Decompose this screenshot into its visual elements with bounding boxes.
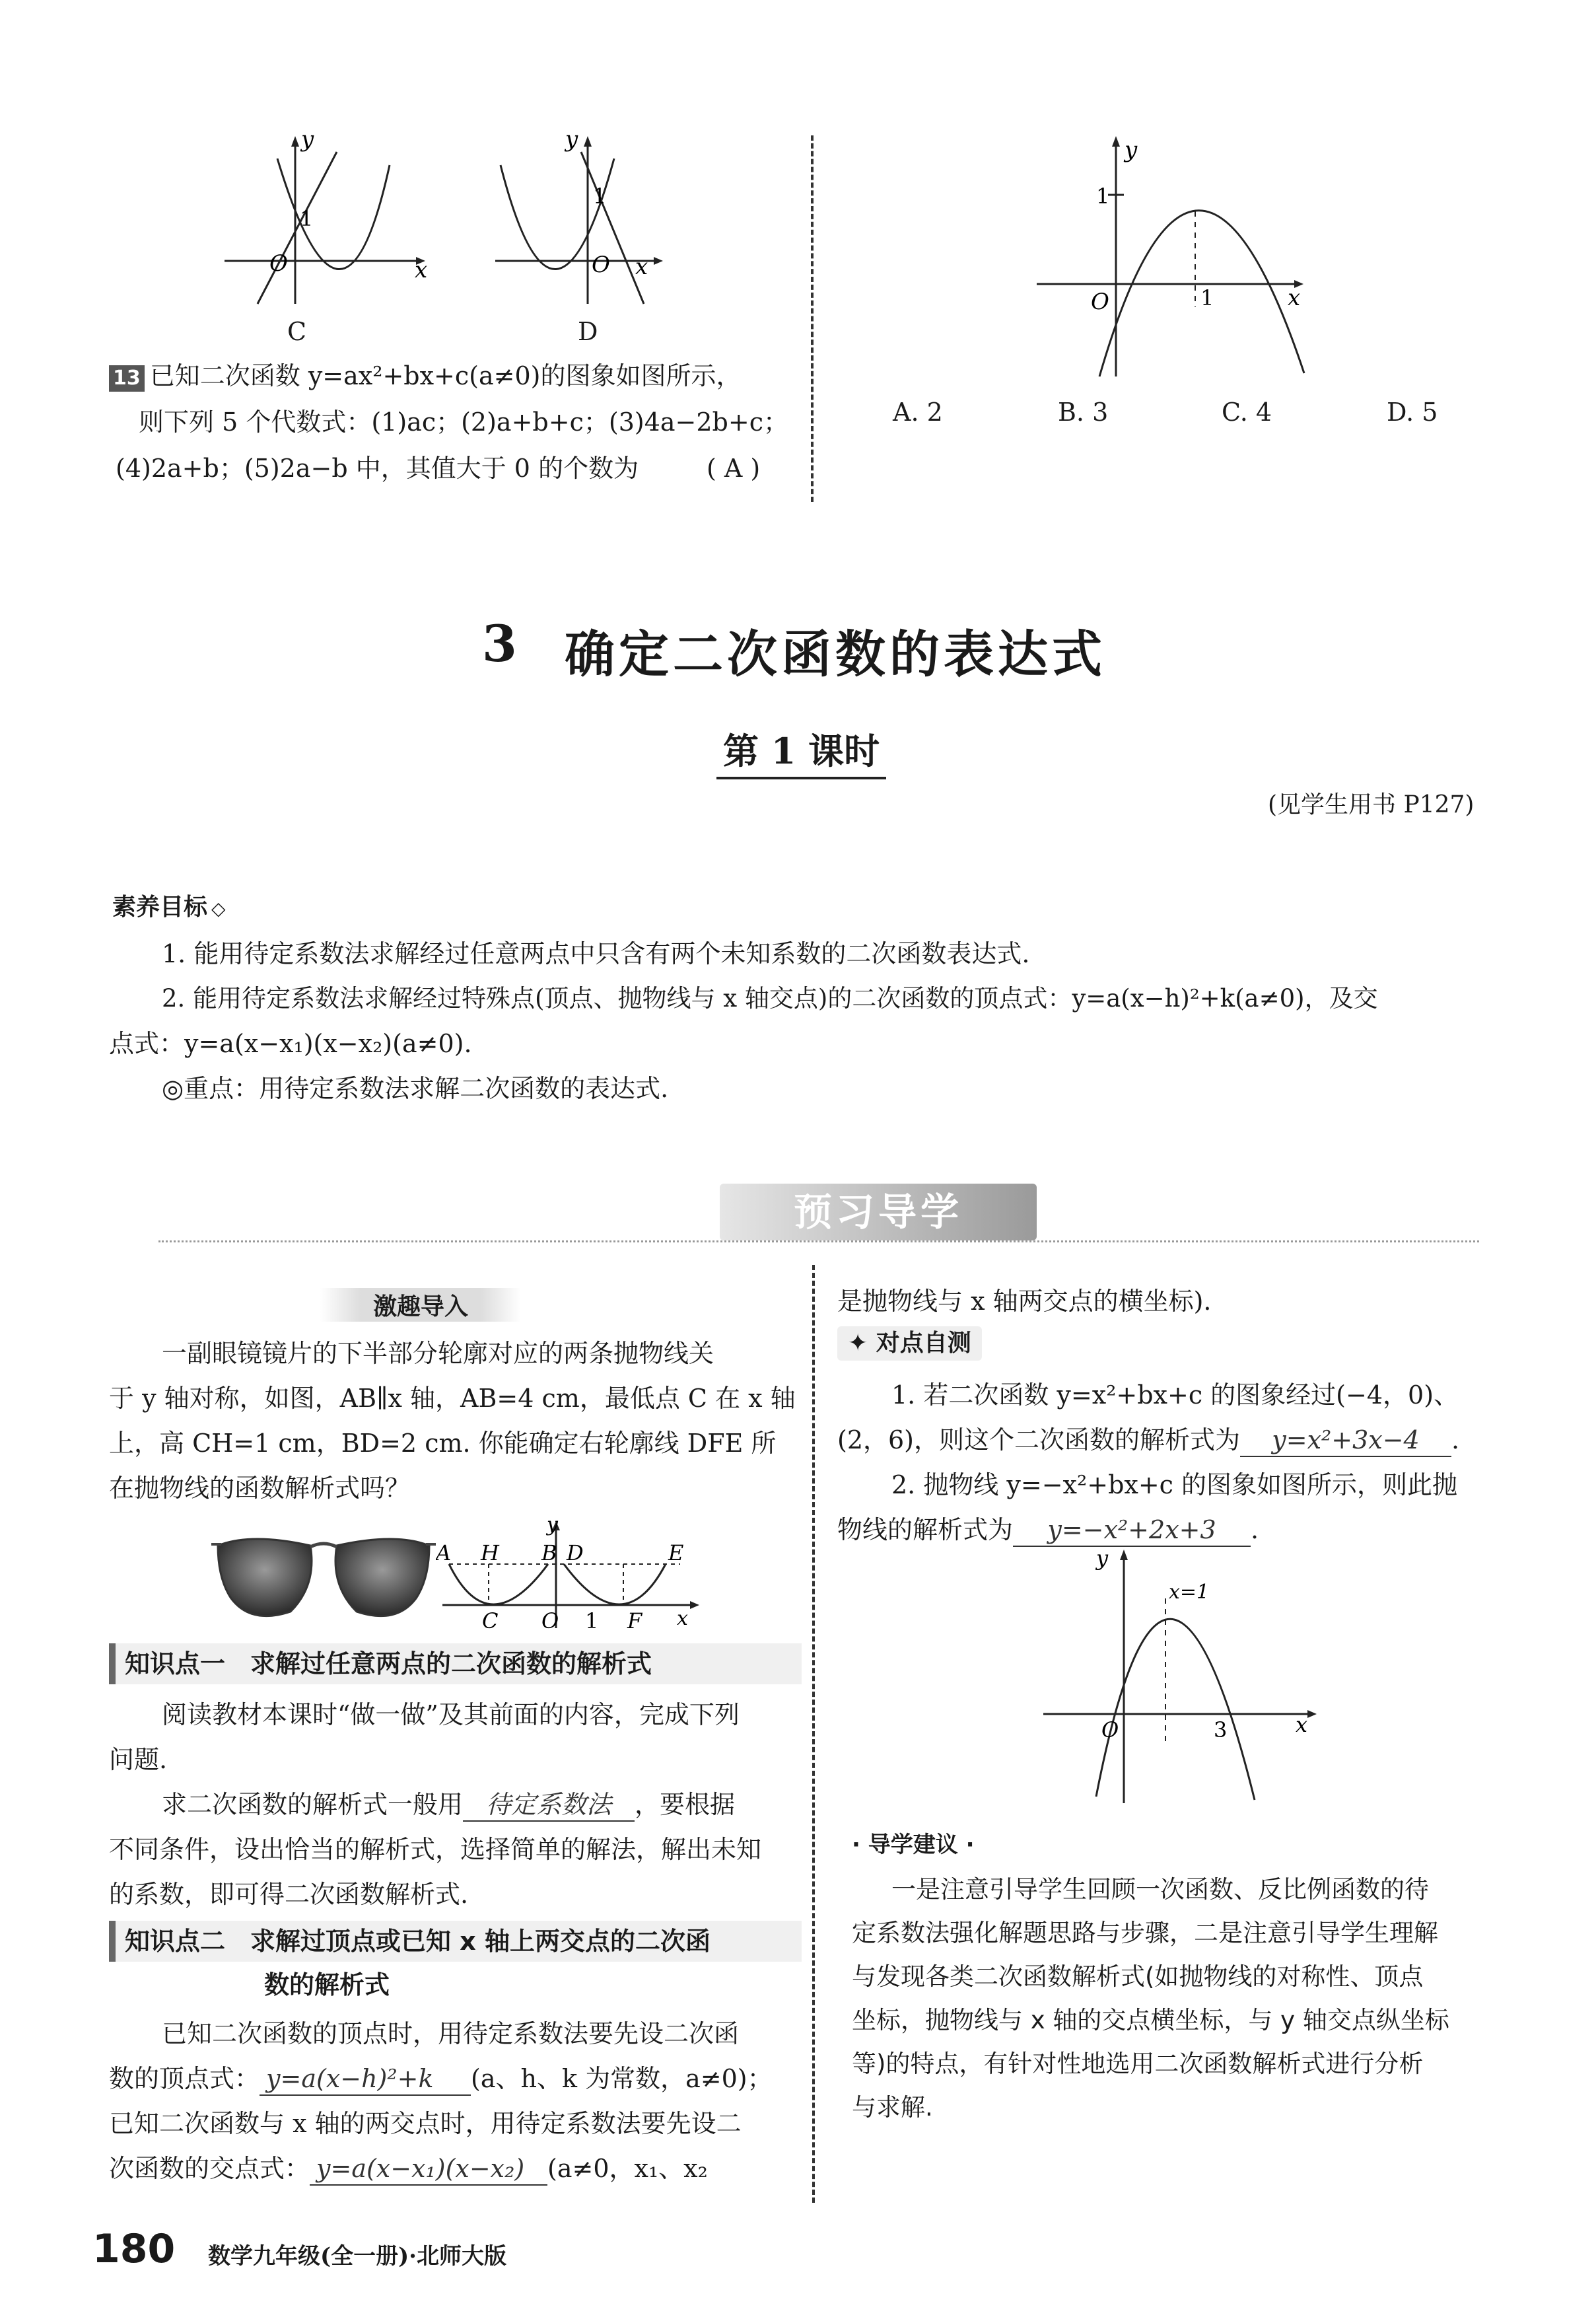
- section-banner: 预习导学: [720, 1184, 1037, 1240]
- question-13-line1: 13 已知二次函数 y=ax²+bx+c(a≠0)的图象如图所示，: [109, 353, 742, 398]
- y-axis-label: y: [565, 132, 578, 153]
- label-f: F: [627, 1608, 642, 1631]
- section-title: 确定二次函数的表达式: [565, 625, 1106, 684]
- test-1-line2: (2，6)，则这个二次函数的解析式为 y=x²+3x−4 .: [837, 1417, 1459, 1462]
- guide-line3: 与发现各类二次函数解析式(如抛物线的对称性、顶点: [852, 1962, 1424, 1991]
- option-c[interactable]: C. 4: [1222, 398, 1272, 427]
- option-b[interactable]: B. 3: [1058, 398, 1109, 427]
- intro-line1: 一副眼镜镜片的下半部分轮廓对应的两条抛物线关: [162, 1339, 714, 1368]
- guide-heading: · 导学建议 ·: [852, 1832, 975, 1858]
- y-axis-label: y: [1096, 1546, 1109, 1571]
- goal-1: 1. 能用待定系数法求解经过任意两点中只含有两个未知系数的二次函数表达式.: [162, 939, 1030, 968]
- label-b: B: [541, 1540, 557, 1565]
- goals-heading: 素养目标 ◇: [112, 894, 226, 921]
- k2-line2: 数的顶点式： y=a(x−h)²+k (a、h、k 为常数，a≠0)；: [109, 2056, 773, 2101]
- answer-blank-intercept-form: y=a(x−x₁)(x−x₂): [310, 2153, 547, 2186]
- graph-question-13: [1030, 132, 1321, 383]
- y-intercept-label: 1: [593, 184, 607, 209]
- root-three-label: 3: [1214, 1717, 1228, 1742]
- y-one-label: 1: [1096, 184, 1110, 209]
- x-axis-label: x: [635, 254, 648, 280]
- x-axis-label: x: [1296, 1712, 1308, 1737]
- diamond-icon: ◇: [211, 898, 226, 919]
- question-13-line3: (4)2a+b；(5)2a−b 中，其值大于 0 的个数为: [116, 454, 639, 483]
- test-1-line1: 1. 若二次函数 y=x²+bx+c 的图象经过(−4，0)、: [891, 1380, 1459, 1410]
- answer-blank-vertex-form: y=a(x−h)²+k: [260, 2063, 471, 2096]
- question-13-answer: ( A ): [707, 454, 761, 483]
- knowledge-point-2-heading: 知识点二 求解过顶点或已知 x 轴上两交点的二次函: [109, 1921, 802, 1962]
- goal-2-line1: 2. 能用待定系数法求解经过特殊点(顶点、抛物线与 x 轴交点)的二次函数的顶点式：y=a(x−h)²+k(a≠0)，及交: [162, 984, 1378, 1013]
- origin-label: O: [269, 250, 288, 277]
- y-axis-label: y: [301, 132, 314, 153]
- banner-rule: [158, 1240, 1479, 1242]
- answer-blank-method: 待定系数法: [463, 1789, 635, 1822]
- option-d[interactable]: D. 5: [1387, 398, 1438, 427]
- x-one-label: 1: [1200, 285, 1214, 310]
- y-axis-label: y: [1125, 137, 1138, 163]
- k1-line1: 阅读教材本课时“做一做”及其前面的内容，完成下列: [162, 1700, 740, 1729]
- goal-2-line2: 点式：y=a(x−x₁)(x−x₂)(a≠0).: [109, 1029, 472, 1058]
- self-test-heading: ✦ 对点自测: [837, 1326, 982, 1361]
- option-a[interactable]: A. 2: [893, 398, 943, 427]
- x-axis-label: x: [415, 257, 428, 283]
- y-axis-label: y: [547, 1519, 558, 1536]
- axis-of-symmetry-label: x=1: [1169, 1581, 1210, 1604]
- page-number: 180: [92, 2226, 176, 2272]
- x-axis-label: x: [677, 1607, 688, 1630]
- label-one: 1: [585, 1608, 599, 1631]
- question-13-line2: 则下列 5 个代数式：(1)ac；(2)a+b+c；(3)4a−2b+c；: [139, 408, 788, 437]
- k2-line3: 已知二次函数与 x 轴的两交点时，用待定系数法要先设二: [109, 2109, 742, 2138]
- intro-heading: 激趣导入: [320, 1288, 521, 1322]
- knowledge-point-2-heading-cont: 数的解析式: [264, 1970, 390, 1999]
- knowledge-point-1-heading: 知识点一 求解过任意两点的二次函数的解析式: [109, 1643, 802, 1684]
- sparkle-icon: ✦: [848, 1330, 868, 1357]
- guide-line5: 等)的特点，有针对性地选用二次函数解析式进行分析: [852, 2050, 1424, 2078]
- y-intercept-label: 1: [300, 206, 314, 231]
- x-axis-label: x: [1288, 285, 1301, 311]
- graph-option-d: [489, 132, 700, 310]
- intro-line2: 于 y 轴对称，如图，AB∥x 轴，AB=4 cm，最低点 C 在 x 轴: [109, 1384, 796, 1413]
- guide-line6: 与求解.: [852, 2093, 933, 2122]
- k1-line4: 不同条件，设出恰当的解析式，选择简单的解法，解出未知: [109, 1835, 762, 1864]
- lesson-title: 第 1 课时: [716, 723, 886, 779]
- label-d: D: [567, 1540, 584, 1565]
- book-title: 数学九年级(全一册)·北师大版: [208, 2243, 507, 2269]
- label-c: C: [482, 1608, 499, 1631]
- k2-line1: 已知二次函数的顶点时，用待定系数法要先设二次函: [162, 2019, 740, 2048]
- continued-text: 是抛物线与 x 轴两交点的横坐标).: [837, 1287, 1212, 1316]
- intro-line3: 上，高 CH=1 cm，BD=2 cm. 你能确定右轮廓线 DFE 所: [109, 1429, 777, 1458]
- glasses-illustration: [211, 1526, 436, 1631]
- origin-label: O: [1101, 1717, 1119, 1742]
- key-point: ◎重点：用待定系数法求解二次函数的表达式.: [162, 1074, 669, 1103]
- answer-blank-test-1: y=x²+3x−4: [1240, 1424, 1451, 1457]
- k1-line5: 的系数，即可得二次函数解析式.: [109, 1880, 469, 1909]
- graph-test-2: [1037, 1546, 1327, 1810]
- origin-label: O: [592, 252, 610, 278]
- k2-line4: 次函数的交点式： y=a(x−x₁)(x−x₂) (a≠0，x₁、x₂: [109, 2146, 708, 2191]
- guide-line1: 一是注意引导学生回顾一次函数、反比例函数的待: [891, 1875, 1429, 1904]
- graph-option-c: [218, 132, 429, 310]
- section-number: 3: [482, 614, 521, 673]
- intro-line4: 在抛物线的函数解析式吗？: [109, 1474, 411, 1503]
- label-o: O: [541, 1608, 559, 1631]
- origin-label: O: [1091, 289, 1109, 315]
- question-number: 13: [109, 365, 145, 392]
- reference-note: (见学生用书 P127): [1268, 791, 1475, 818]
- label-a: A: [436, 1540, 452, 1565]
- guide-line2: 定系数法强化解题思路与步骤，二是注意引导学生理解: [852, 1919, 1438, 1947]
- label-e: E: [668, 1540, 684, 1565]
- test-2-line2: 物线的解析式为 y=−x²+2x+3 .: [837, 1507, 1259, 1552]
- k1-line2: 问题.: [109, 1745, 168, 1774]
- label-h: H: [481, 1540, 499, 1565]
- test-2-line1: 2. 抛物线 y=−x²+bx+c 的图象如图所示，则此抛: [891, 1470, 1458, 1499]
- option-c-label: C: [287, 317, 307, 346]
- answer-blank-test-2: y=−x²+2x+3: [1013, 1514, 1251, 1547]
- k1-line3: 求二次函数的解析式一般用 待定系数法 ，要根据: [162, 1782, 735, 1827]
- column-divider-lower: [812, 1265, 815, 2203]
- column-divider: [811, 135, 814, 502]
- option-d-label: D: [578, 317, 598, 346]
- guide-line4: 坐标，抛物线与 x 轴的交点横坐标，与 y 轴交点纵坐标: [852, 2006, 1449, 2034]
- glasses-diagram: [436, 1519, 707, 1631]
